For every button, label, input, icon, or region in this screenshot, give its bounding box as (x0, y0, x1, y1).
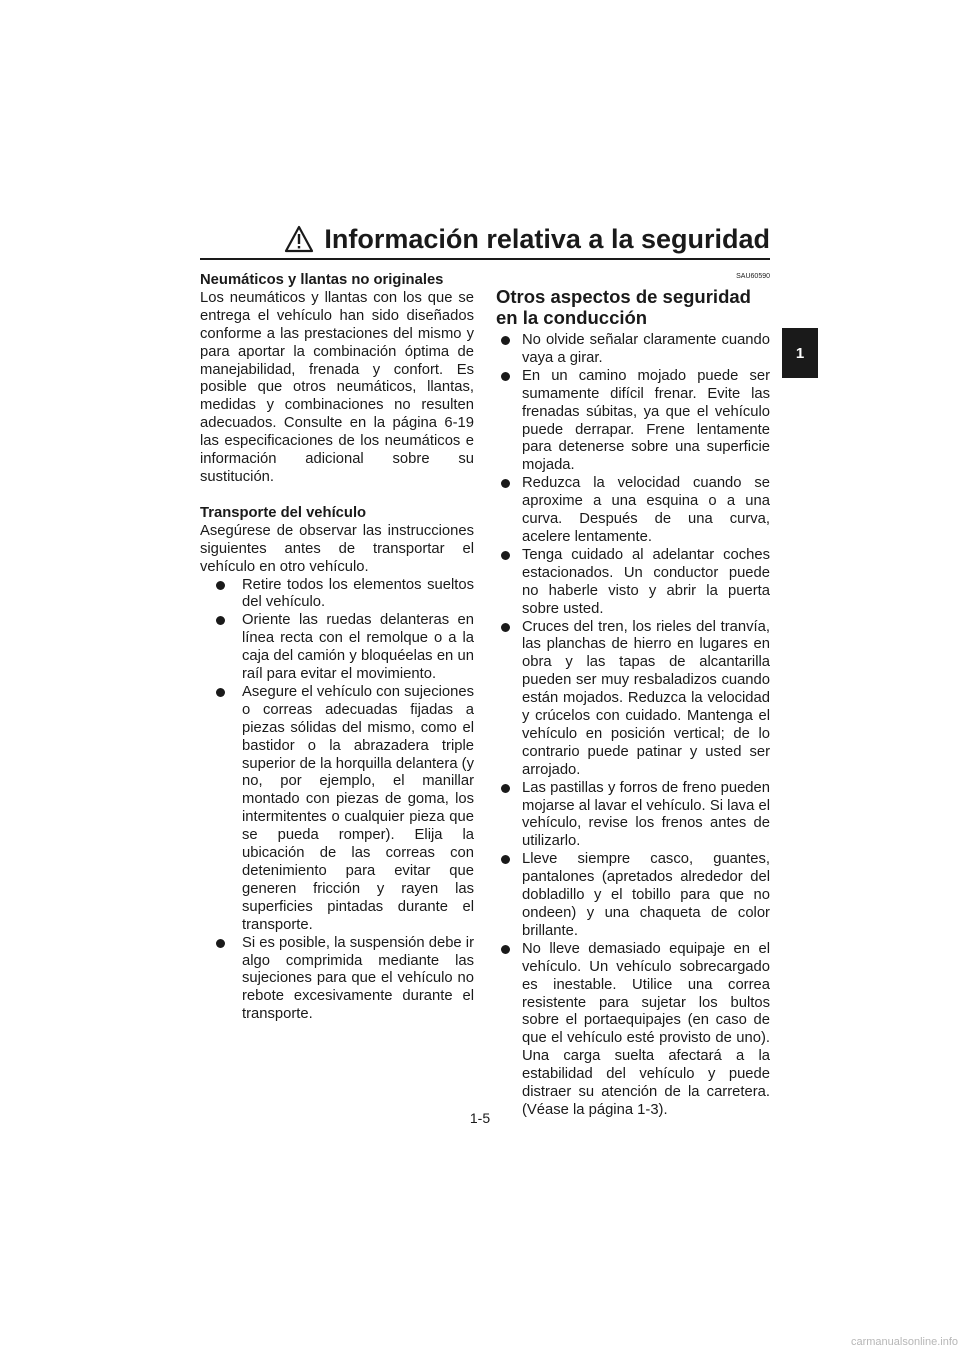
page-header (200, 222, 770, 256)
bullet-icon (501, 479, 510, 488)
section-code: SAU60590 (736, 273, 770, 280)
list-item: Asegure el vehículo con sujeciones o correas adecuadas fijadas a piezas sólidas del mismo, como el bastidor o la abrazadera triple superior de la horquilla delantera (y no, por ejemplo, el manillar montado con piezas de goma, los intermitentes o cualquier pieza que se pueda romper). Elija la ubicación de las correas con detenimiento para evitar que generen fricción y rayen las superficies pintadas durante el transporte. (200, 684, 474, 935)
page-number: 1-5 (469, 1110, 491, 1126)
safety-bullet-list (496, 332, 770, 1120)
header-divider (200, 258, 770, 260)
bullet-icon (501, 623, 510, 632)
list-item: Lleve siempre casco, guantes, pantalones (apretados alrededor del dobladillo y el tobillo para que no ondeen) y una chaqueta de color brillante. (496, 851, 770, 941)
section-title: Otros aspectos de seguridad en la conducción (496, 286, 751, 328)
section-text-transport: Asegúrese de observar las instrucciones siguientes antes de transportar el vehículo en otro vehículo. (200, 522, 474, 575)
list-item: No olvide señalar claramente cuando vaya a girar. (496, 332, 770, 368)
chapter-tab: 1 (782, 328, 818, 378)
bullet-icon (501, 855, 510, 864)
section-text-tires: Los neumáticos y llantas con los que se entrega el vehículo han sido diseñados conforme a las prestaciones del mismo y para aportar la combinación óptima de manejabilidad, frenada y confort. Es posible que otros neumáticos, llantas, medidas y combinaciones no resulten adecuados. Consulte en la página 6-19 las especificaciones de los neumáticos e información adicional sobre su sustitución. (200, 289, 474, 485)
list-item: En un camino mojado puede ser sumamente difícil frenar. Evite las frenadas súbitas, ya que el vehículo puede derrapar. Frene lentamente para detenerse sobre una superficie mojada. (496, 368, 770, 475)
list-item: Oriente las ruedas delanteras en línea recta con el remolque o a la caja del camión y bloquéelas en un raíl para evitar el movimiento. (200, 612, 474, 684)
right-column (496, 272, 770, 1120)
list-item: Tenga cuidado al adelantar coches estacionados. Un conductor puede no haberle visto y abrir la puerta sobre usted. (496, 547, 770, 619)
bullet-icon (501, 551, 510, 560)
transport-bullet-list (200, 577, 474, 1025)
page-title: Información relativa a la seguridad (324, 223, 770, 254)
list-item: Las pastillas y forros de freno pueden mojarse al lavar el vehículo. Si lava el vehículo, revise los frenos antes de utilizarlo. (496, 780, 770, 852)
list-item: Retire todos los elementos sueltos del vehículo. (200, 577, 474, 613)
left-column (200, 272, 474, 1024)
bullet-icon (216, 581, 225, 590)
list-item: Cruces del tren, los rieles del tranvía, las planchas de hierro en lugares en obra y las tapas de alcantarilla pueden ser muy resbaladizos cuando están mojados. Reduzca la velocidad y crúcelos con cuidado. Mantenga el vehículo en posición vertical; de lo contrario puede patinar y usted ser arrojado. (496, 619, 770, 780)
section-heading-tires: Neumáticos y llantas no originales (200, 272, 444, 288)
list-item: Si es posible, la suspensión debe ir algo comprimida mediante las sujeciones para que el vehículo no rebote excesivamente durante el transporte. (200, 935, 474, 1025)
bullet-icon (216, 939, 225, 948)
watermark: carmanualsonline.info (850, 1336, 958, 1348)
bullet-icon (501, 784, 510, 793)
bullet-icon (501, 336, 510, 345)
bullet-icon (501, 372, 510, 381)
bullet-icon (216, 616, 225, 625)
section-heading-transport: Transporte del vehículo (200, 504, 367, 521)
bullet-icon (216, 688, 225, 697)
bullet-icon (501, 945, 510, 954)
list-item: Reduzca la velocidad cuando se aproxime a una esquina o a una curva. Después de una curva, acelere lentamente. (496, 475, 770, 547)
list-item: No lleve demasiado equipaje en el vehículo. Un vehículo sobrecargado es inestable. Utilice una correa resistente para sujetar los bultos sobre el portaequipajes (en caso de que el vehículo esté provisto de uno). Una carga suelta afectará a la estabilidad del vehículo y puede distraer su atención de la carretera. (Véase la página 1-3). (496, 941, 770, 1120)
warning-triangle-icon (284, 225, 314, 253)
